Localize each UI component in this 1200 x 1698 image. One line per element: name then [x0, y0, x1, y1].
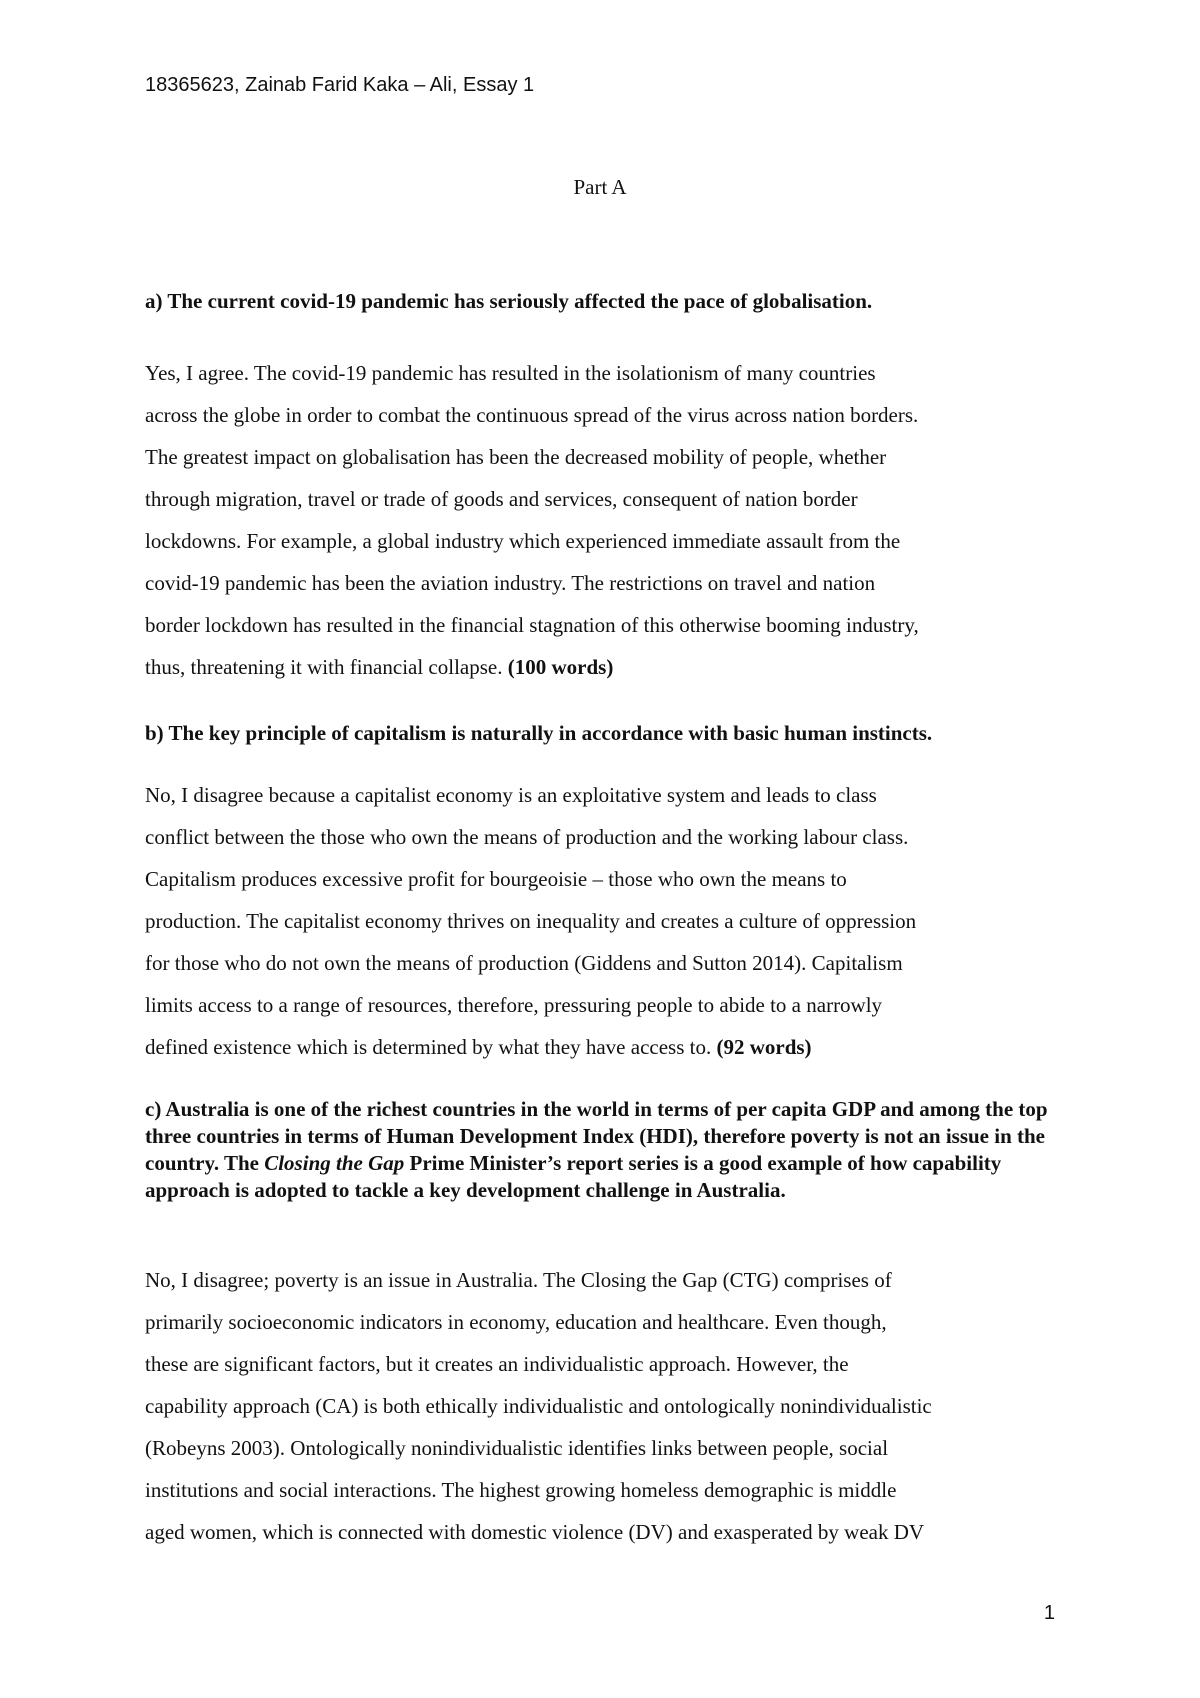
- answer-a-line-last: [145, 646, 1065, 688]
- answer-b: [145, 774, 1065, 1068]
- answer-a-line: lockdowns. For example, a global industry which experienced immediate assault from the: [145, 529, 901, 553]
- answer-b-line: production. The capitalist economy thrives on inequality and creates a culture of oppression: [145, 909, 917, 933]
- answer-b-line: conflict between the those who own the means of production and the working labour class.: [145, 825, 909, 849]
- word-count-a: (100 words): [507, 655, 614, 679]
- answer-c-line: capability approach (CA) is both ethically individualistic and ontologically nonindividualistic: [145, 1394, 932, 1418]
- answer-c-line: aged women, which is connected with domestic violence (DV) and exasperated by weak DV: [145, 1520, 925, 1544]
- answer-c-line: (Robeyns 2003). Ontologically nonindividualistic identifies links between people, social: [145, 1436, 889, 1460]
- question-c-part1: c) Australia is one of the richest countries in the world in terms of per capita GDP and among the top three countries in terms of Human Development Index (HDI), therefore poverty is not an issue in the country. The: [145, 1097, 1048, 1175]
- question-b: b) The key principle of capitalism is naturally in accordance with basic human instincts.: [145, 721, 933, 745]
- question-a: a) The current covid-19 pandemic has seriously affected the pace of globalisation.: [145, 289, 873, 313]
- answer-c-line: these are significant factors, but it creates an individualistic approach. However, the: [145, 1352, 849, 1376]
- answer-c-line: No, I disagree; poverty is an issue in Australia. The Closing the Gap (CTG) comprises of: [145, 1268, 892, 1292]
- answer-a-line: covid-19 pandemic has been the aviation industry. The restrictions on travel and nation: [145, 571, 876, 595]
- answer-b-line: limits access to a range of resources, therefore, pressuring people to abide to a narrowly: [145, 993, 883, 1017]
- answer-b-line-last: [145, 1026, 1065, 1068]
- question-c: [145, 1096, 1065, 1204]
- answer-a-line: Yes, I agree. The covid-19 pandemic has resulted in the isolationism of many countries: [145, 361, 876, 385]
- page-header: 18365623, Zainab Farid Kaka – Ali, Essay 1: [145, 74, 535, 96]
- answer-b-line: for those who do not own the means of production (Giddens and Sutton 2014). Capitalism: [145, 951, 903, 975]
- question-c-part2: Prime Minister’s report series is a good example of how capability approach is adopted to tackle a key development challenge in Australia.: [145, 1151, 1002, 1202]
- answer-c-line: primarily socioeconomic indicators in economy, education and healthcare. Even though,: [145, 1310, 887, 1334]
- answer-a-line: across the globe in order to combat the continuous spread of the virus across nation borders.: [145, 403, 919, 427]
- answer-b-line: No, I disagree because a capitalist economy is an exploitative system and leads to class: [145, 783, 877, 807]
- answer-b-line-text: defined existence which is determined by what they have access to.: [145, 1035, 717, 1059]
- answer-c-line: institutions and social interactions. The highest growing homeless demographic is middle: [145, 1478, 897, 1502]
- page-number: 1: [1043, 1602, 1055, 1624]
- question-c-italic-title: Closing the Gap: [264, 1151, 405, 1175]
- answer-a-line: The greatest impact on globalisation has been the decreased mobility of people, whether: [145, 445, 887, 469]
- answer-a-line-text: thus, threatening it with financial collapse.: [145, 655, 508, 679]
- answer-b-line: Capitalism produces excessive profit for bourgeoisie – those who own the means to: [145, 867, 847, 891]
- answer-a-line: through migration, travel or trade of goods and services, consequent of nation border: [145, 487, 858, 511]
- part-title: Part A: [573, 175, 627, 199]
- answer-a: [145, 352, 1065, 688]
- word-count-b: (92 words): [716, 1035, 812, 1059]
- answer-a-line: border lockdown has resulted in the financial stagnation of this otherwise booming industry,: [145, 613, 919, 637]
- answer-c: [145, 1259, 1065, 1553]
